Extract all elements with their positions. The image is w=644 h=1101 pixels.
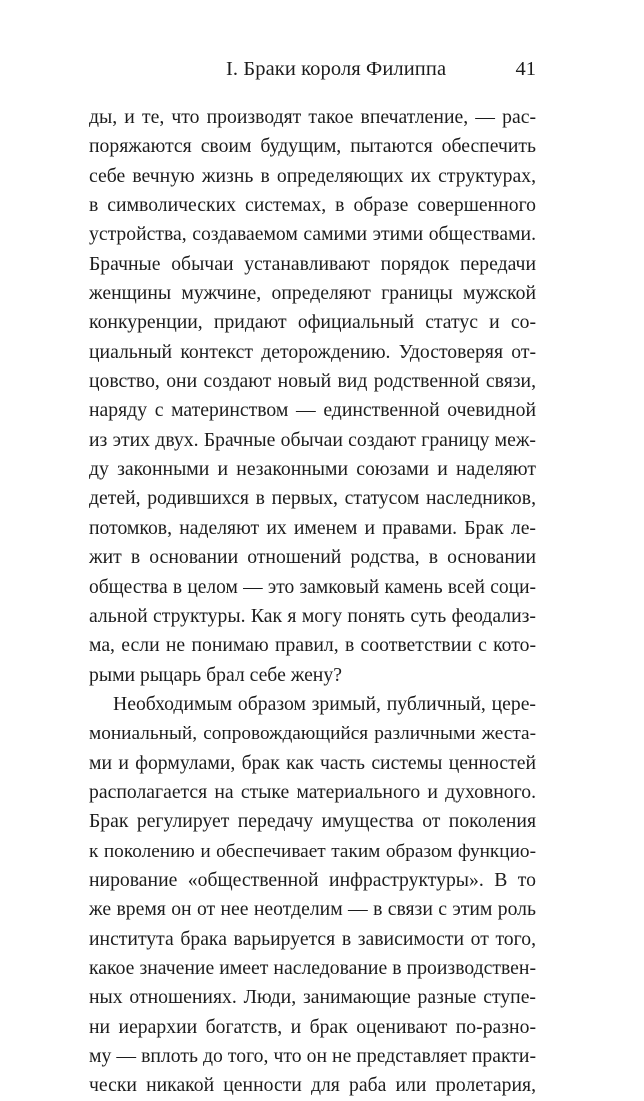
text-line: чески никакой ценности для раба или пролетария, (89, 1074, 536, 1097)
text-line: мониальный, сопровождающийся различными жеста- (89, 723, 536, 745)
text-line: же время он от нее неотделим — в связи с этим роль (89, 898, 536, 921)
text-line: потомков, наделяют их именем и правами. Брак ле- (89, 516, 536, 539)
text-line: какое значение имеет наследование в производствен- (89, 956, 536, 979)
text-line: детей, родившихся в первых, статусом наследников, (89, 487, 536, 510)
text-line: альной структуры. Как я могу понять суть феодализ- (89, 604, 536, 627)
page-number: 41 (515, 58, 536, 80)
text-line: из этих двух. Брачные обычаи создают границу меж- (89, 428, 536, 451)
text-line: ма, если не понимаю правил, в соответствии с кото- (89, 634, 536, 657)
text-line: жит в основании отношений родства, в основании (89, 546, 536, 569)
paragraph-2 (89, 690, 536, 1101)
text-line: к поколению и обеспечивает таким образом функцио- (89, 840, 536, 862)
text-line: Брак регулирует передачу имущества от поколения (89, 810, 536, 833)
text-line: му — вплоть до того, что он не представляет практи- (89, 1045, 536, 1067)
paragraph-1 (89, 103, 536, 690)
text-line: конкуренции, придают официальный статус и со- (89, 311, 536, 334)
text-line: рыми рыцарь брал себе жену? (89, 663, 342, 686)
text-line: наряду с материнством — единственной очевидной (89, 399, 536, 422)
text-line: общества в целом — это замковый камень всей соци- (89, 576, 536, 598)
text-line: ни иерархии богатств, и брак оценивают по-разно- (89, 1015, 536, 1038)
text-line: ных отношениях. Люди, занимающие разные ступе- (89, 986, 536, 1009)
text-line: располагается на стыке материального и духовного. (89, 780, 536, 803)
text-line: ми и формулами, брак как часть системы ценностей (89, 751, 536, 774)
text-line: Брачные обычаи устанавливают порядок передачи (89, 252, 536, 275)
text-line: Необходимым образом зримый, публичный, цере- (113, 692, 536, 715)
text-line: ды, и те, что производят такое впечатление, — рас- (89, 106, 536, 128)
text-line: женщины мужчине, определяют границы мужской (89, 282, 536, 305)
running-title: I. Браки короля Филиппа (226, 58, 447, 80)
text-line: себе вечную жизнь в определяющих их структурах, (89, 164, 536, 187)
text-line: поряжаются своим будущим, пытаются обеспечить (89, 135, 536, 158)
text-line: ду законными и незаконными союзами и наделяют (89, 458, 536, 481)
body-text (89, 103, 536, 1101)
text-line: в символических системах, в образе совершенного (89, 194, 536, 217)
text-line: института брака варьируется в зависимости от того, (89, 927, 536, 950)
text-line: нирование «общественной инфраструктуры». В то (89, 868, 536, 891)
text-line: устройства, создаваемом самими этими обществами. (89, 223, 536, 246)
running-head (90, 58, 536, 88)
text-line: циальный контекст деторождению. Удостоверяя от- (89, 340, 536, 363)
text-line: цовство, они создают новый вид родственной связи, (89, 370, 536, 393)
